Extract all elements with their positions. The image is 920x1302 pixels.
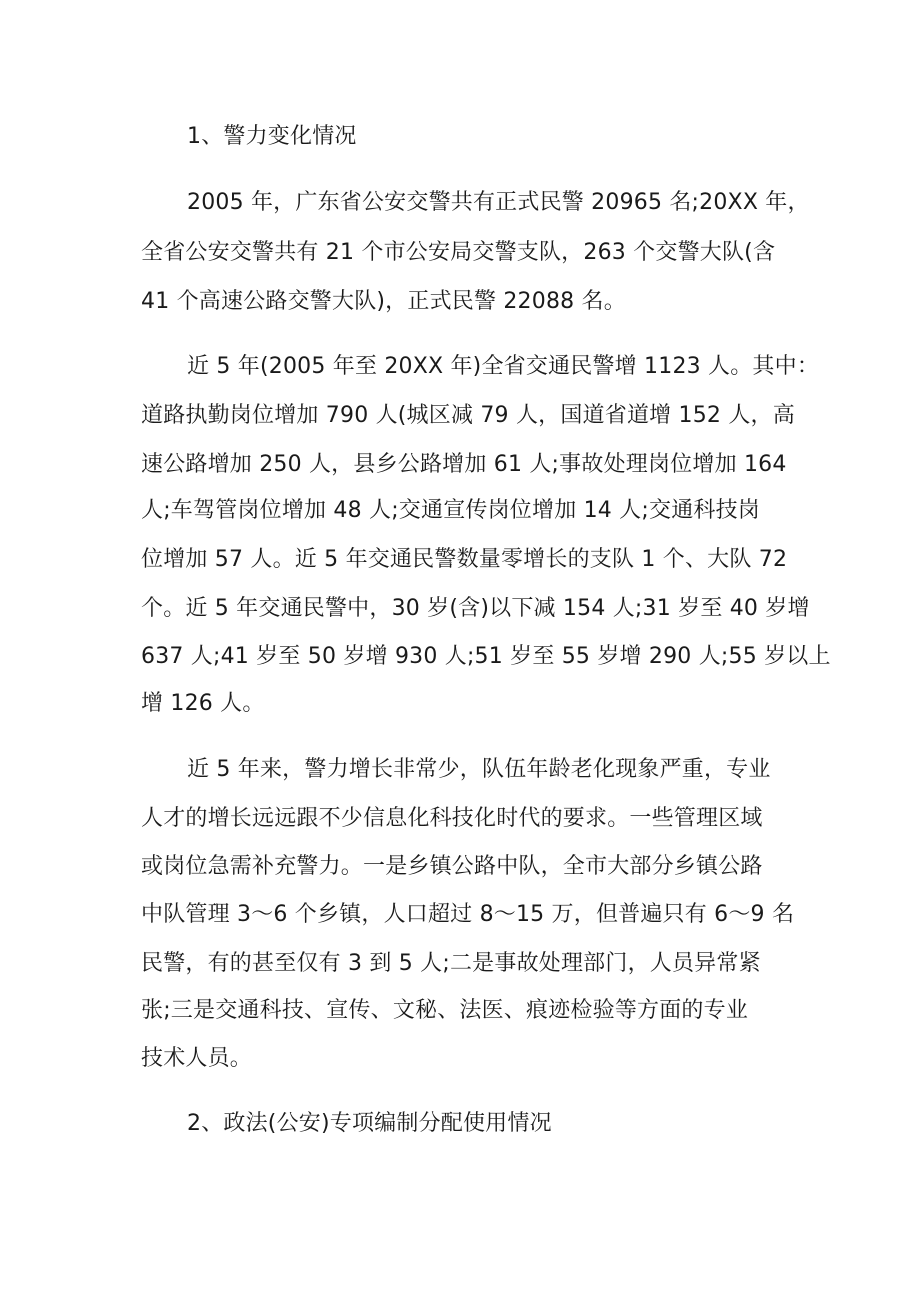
paragraph-line: 张;三是交通科技、宣传、文秘、法医、痕迹检验等方面的专业	[141, 998, 749, 1023]
section-heading-2: 2、政法(公安)专项编制分配使用情况	[187, 1111, 552, 1136]
paragraph-line: 位增加 57 人。近 5 年交通民警数量零增长的支队 1 个、大队 72	[141, 547, 788, 572]
paragraph-line: 2005 年，广东省公安交警共有正式民警 20965 名;20XX 年，	[187, 190, 810, 215]
paragraph-line: 近 5 年(2005 年至 20XX 年)全省交通民警增 1123 人。其中：	[187, 354, 820, 379]
paragraph-line: 人;车驾管岗位增加 48 人;交通宣传岗位增加 14 人;交通科技岗	[141, 498, 760, 523]
section-heading-1: 1、警力变化情况	[187, 124, 357, 149]
paragraph-line: 速公路增加 250 人，县乡公路增加 61 人;事故处理岗位增加 164	[141, 452, 787, 477]
paragraph-line: 全省公安交警共有 21 个市公安局交警支队，263 个交警大队(含	[141, 240, 776, 265]
paragraph-line: 637 人;41 岁至 50 岁增 930 人;51 岁至 55 岁增 290 人;55 岁以上	[141, 644, 831, 669]
paragraph-line: 民警，有的甚至仅有 3 到 5 人;二是事故处理部门，人员异常紧	[141, 951, 761, 976]
paragraph-line: 或岗位急需补充警力。一是乡镇公路中队，全市大部分乡镇公路	[141, 854, 763, 879]
paragraph-line: 道路执勤岗位增加 790 人(城区减 79 人，国道省道增 152 人，高	[141, 403, 795, 428]
paragraph-line: 技术人员。	[141, 1046, 253, 1071]
paragraph-line: 增 126 人。	[141, 691, 265, 716]
paragraph-line: 中队管理 3～6 个乡镇，人口超过 8～15 万，但普遍只有 6～9 名	[141, 902, 795, 927]
paragraph-line: 个。近 5 年交通民警中，30 岁(含)以下减 154 人;31 岁至 40 岁增	[141, 596, 810, 621]
paragraph-line: 41 个高速公路交警大队)，正式民警 22088 名。	[141, 289, 626, 314]
paragraph-line: 人才的增长远远跟不少信息化科技化时代的要求。一些管理区域	[141, 806, 763, 831]
paragraph-line: 近 5 年来，警力增长非常少，队伍年龄老化现象严重，专业	[187, 757, 771, 782]
